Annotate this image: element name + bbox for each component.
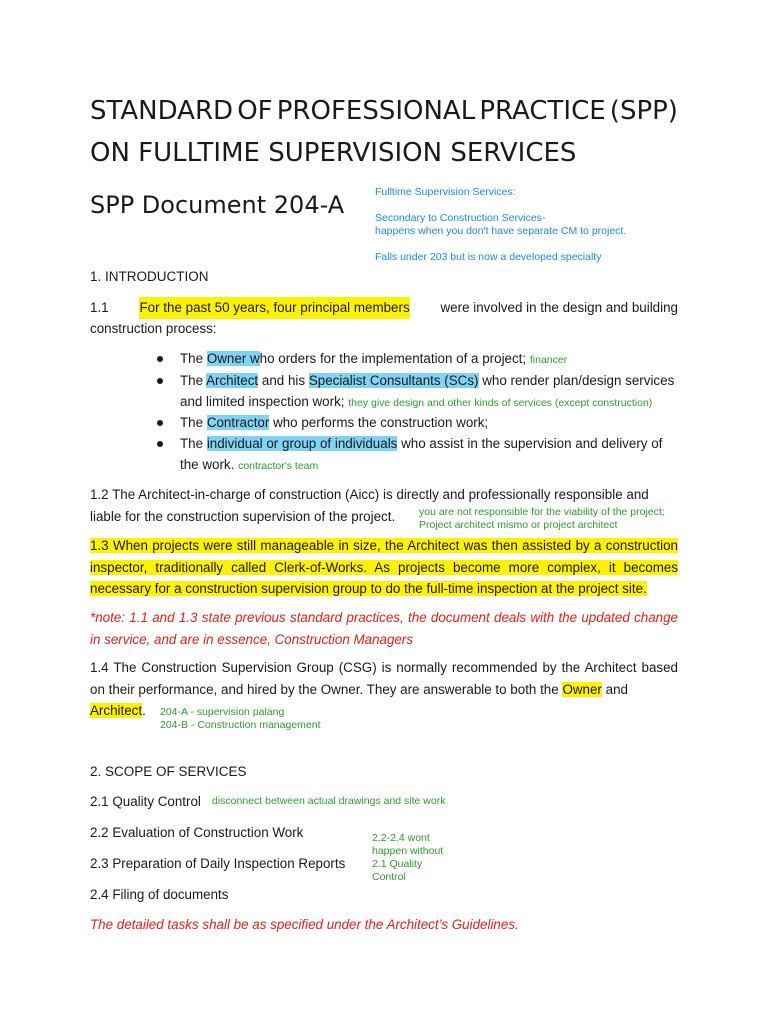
highlight-paragraph-1-3: 1.3 When projects were still manageable in size, the Architect was then assisted by a construction inspector, traditionally called Clerk-of-Works. As projects become more complex, it becomes necessary for a construction supervision group to do the full-time inspection at the project site. <box>90 538 678 596</box>
annotation-viability: you are not responsible for the viability of the project; <box>419 506 665 518</box>
annotation-204b: 204-B - Construction management <box>160 719 321 731</box>
paragraph-1-1-line-1 <box>90 297 678 319</box>
annotation-scope-line: 2.1 Quality <box>372 858 423 870</box>
annotation-project-architect: Project architect mismo or project architect <box>419 519 618 531</box>
scope-item-quality-control: 2.1 Quality Control <box>90 794 201 809</box>
highlight-architect-1-4: Architect <box>90 703 143 718</box>
paragraph-1-2-line-2: liable for the construction supervision of the project. <box>90 509 396 524</box>
scope-item-filing: 2.4 Filing of documents <box>90 887 229 902</box>
title-word: PRACTICE <box>479 96 606 126</box>
highlight-contractor: Contractor <box>206 415 270 430</box>
scope-item-daily-reports: 2.3 Preparation of Daily Inspection Reports <box>90 856 346 871</box>
side-note-line: Secondary to Construction Services- <box>375 212 546 224</box>
bullet-architect: The Architect and his Specialist Consultants (SCs) who render plan/design services <box>180 373 675 388</box>
highlight-architect: Architect <box>206 373 259 388</box>
bullet-architect-line-2: and limited inspection work; they give design and other kinds of services (except construction) <box>180 394 653 409</box>
paragraph-1-4: 1.4 The Construction Supervision Group (CSG) is normally recommended by the Architect based on their performance, and hired by the Owner. They are answerable to both the Owner and <box>90 660 678 697</box>
document-number: SPP Document 204-A <box>90 191 345 219</box>
para-number: 1.1 <box>90 300 109 315</box>
title-word: OF <box>237 96 273 126</box>
bullet-icon <box>157 378 163 384</box>
bullet-icon <box>157 356 163 362</box>
para-text: were involved in the design and building <box>440 300 678 315</box>
annotation-scope-line: Control <box>372 871 406 883</box>
title-word: STANDARD <box>90 96 234 126</box>
paragraph-1-3 <box>90 535 678 600</box>
scope-item-evaluation: 2.2 Evaluation of Construction Work <box>90 825 304 840</box>
bullet-individuals: The individual or group of individuals who assist in the supervision and delivery of <box>180 436 663 451</box>
section-heading-introduction: 1. INTRODUCTION <box>90 269 209 284</box>
annotation-scope-line: 2.2-2.4 wont <box>372 832 430 844</box>
highlight-specialist-consultants: Specialist Consultants (SCs) <box>308 373 479 388</box>
annotation-scope-line: happen without <box>372 845 444 857</box>
highlight-principal-members: For the past 50 years, four principal members <box>139 297 409 319</box>
annotation-204a: 204-A - supervision palang <box>160 706 285 718</box>
document-title-line-1 <box>90 96 678 126</box>
highlight-owner: Owner w <box>206 351 260 366</box>
side-note-line: happens when you don't have separate CM to project. <box>375 225 627 237</box>
document-title-line-2: ON FULLTIME SUPERVISION SERVICES <box>90 138 577 168</box>
bullet-icon <box>157 441 163 447</box>
closing-note: The detailed tasks shall be as specified under the Architect’s Guidelines. <box>90 917 519 932</box>
bullet-owner: The Owner who orders for the implementation of a project; financer <box>180 351 568 366</box>
paragraph-1-4-line-3: Architect. <box>90 703 146 718</box>
note-paragraph: *note: 1.1 and 1.3 state previous standard practices, the document deals with the updated change in service, and are in essence, Construction Managers <box>90 610 678 647</box>
side-note-line: Falls under 203 but is now a developed specialty <box>375 251 602 263</box>
paragraph-1-1-line-2: construction process: <box>90 321 217 336</box>
highlight-owner-1-4: Owner <box>562 681 602 697</box>
annotation-contractors-team: contractor's team <box>238 460 319 472</box>
section-heading-scope: 2. SCOPE OF SERVICES <box>90 764 247 779</box>
title-word: (SPP) <box>609 96 678 126</box>
title-word: PROFESSIONAL <box>276 96 476 126</box>
paragraph-1-2-line-1: 1.2 The Architect-in-charge of construction (Aicc) is directly and professionally responsible and <box>90 487 649 502</box>
highlight-individuals: individual or group of individuals <box>206 436 398 451</box>
bullet-contractor: The Contractor who performs the construction work; <box>180 415 489 430</box>
annotation-design-services: they give design and other kinds of services (except construction) <box>348 397 653 409</box>
annotation-financer: financer <box>529 354 568 366</box>
bullet-individuals-line-2: the work. contractor's team <box>180 457 319 472</box>
side-note-line: Fulltime Supervision Services: <box>375 186 516 198</box>
annotation-disconnect: disconnect between actual drawings and site work <box>212 795 446 807</box>
bullet-icon <box>157 420 163 426</box>
